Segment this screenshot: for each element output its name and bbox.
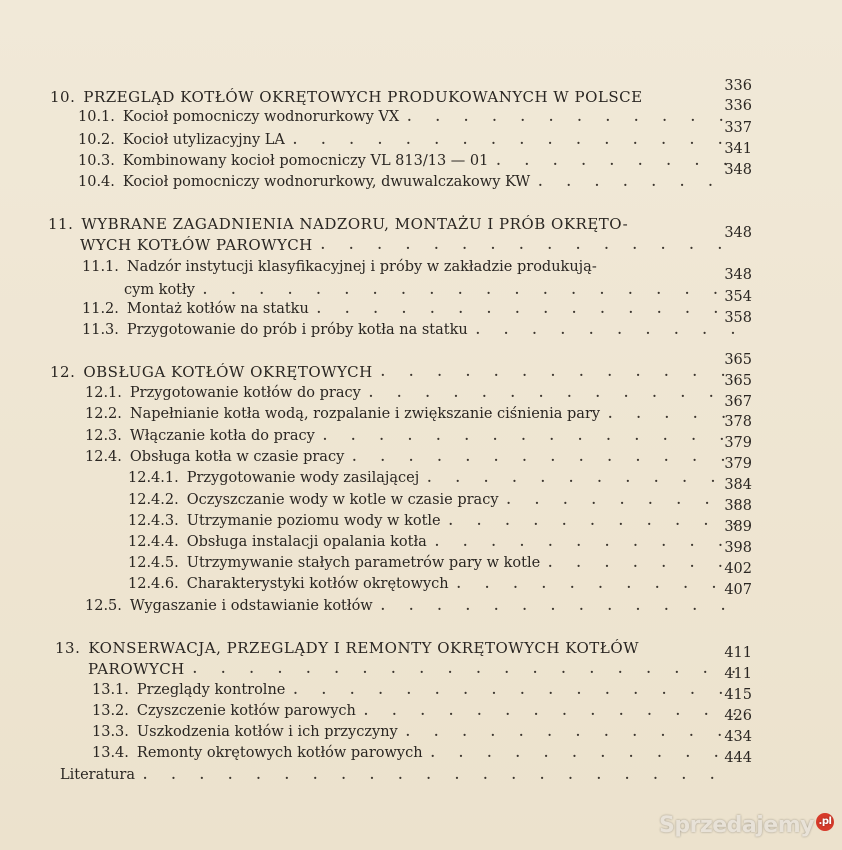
watermark-text: Sprzedajemy [659,813,814,838]
toc-subentry [128,469,742,487]
page-number: 378 [724,414,752,430]
page-number: 358 [724,310,752,326]
entry-title: Kocioł pomocniczy wodnorurkowy, dwuwalczakowy KW [122,174,531,190]
toc-entry [92,744,742,762]
entry-number: 11.3. [82,322,119,338]
page-number: 402 [724,561,752,577]
toc-entry [78,173,742,191]
entry-title: Montaż kotłów na statku [126,301,309,317]
toc-entry [92,723,742,741]
entry-number: 12.2. [85,406,122,422]
entry-title: Charakterystyki kotłów okrętowych [186,576,449,592]
entry-number: 10.1. [78,109,115,125]
entry-number: 12.4.3. [128,513,179,529]
page-number: 389 [724,519,752,535]
entry-number: 12.4.5. [128,555,179,571]
entry-title: Nadzór instytucji klasyfikacyjnej i próby w zakładzie produkują- [126,259,597,275]
chapter-number: 12. [50,363,76,381]
page-number: 379 [724,435,752,451]
page-number: 365 [724,352,752,368]
page-number: 379 [724,456,752,472]
entry-title: Obsługa instalacji opalania kotła [186,534,427,550]
page-number: 336 [724,78,752,94]
page-number: 398 [724,540,752,556]
toc-entry [78,131,742,149]
toc-entry [82,258,712,276]
entry-number: 11.1. [82,259,119,275]
entry-title: Wygaszanie i odstawianie kotłów [129,598,373,614]
entry-title: Czyszczenie kotłów parowych [136,703,356,719]
chapter-12 [50,363,742,381]
chapter-title: OBSŁUGA KOTŁÓW OKRĘTOWYCH [83,363,373,381]
chapter-10 [50,88,702,106]
chapter-number: 11. [48,215,74,233]
entry-number: 12.4.1. [128,470,179,486]
page-number: 337 [724,120,752,136]
entry-title: Kocioł utylizacyjny LA [122,132,285,148]
toc-entry [82,321,742,339]
entry-number: 12.4.4. [128,534,179,550]
toc-subentry [128,554,742,572]
toc-entry [85,384,742,402]
entry-number: 12.4.2. [128,492,179,508]
entry-title: Obsługa kotła w czasie pracy [129,449,345,465]
entry-number: 12.4. [85,449,122,465]
entry-number: 10.3. [78,153,115,169]
page-number: 365 [724,373,752,389]
toc-entry [85,427,742,445]
page-number: 415 [724,687,752,703]
toc-subentry [128,491,742,509]
toc-subentry [128,575,742,593]
page-number: 348 [724,225,752,241]
page-number: 407 [724,582,752,598]
chapter-title: KONSERWACJA, PRZEGLĄDY I REMONTY OKRĘTOWYCH KOTŁÓW [88,639,640,657]
entry-title-line2: cym kotły [124,282,195,298]
toc-entry [85,405,742,423]
chapter-number: 10. [50,88,76,106]
page-number: 434 [724,729,752,745]
entry-title: Utrzymanie poziomu wody w kotle [186,513,441,529]
chapter-title-line2: PAROWYCH [88,660,185,678]
toc-subentry [128,512,742,530]
entry-number: 12.3. [85,428,122,444]
watermark-logo [659,813,834,838]
page-number: 336 [724,98,752,114]
chapter-title-continuation [88,660,742,678]
toc-entry-continuation [124,281,742,299]
entry-title: Przeglądy kontrolne [136,682,286,698]
page-number: 354 [724,289,752,305]
entry-number: 13.2. [92,703,129,719]
page-number: 426 [724,708,752,724]
toc-entry [92,681,742,699]
entry-title: Przygotowanie kotłów do pracy [129,385,361,401]
page-number: 388 [724,498,752,514]
entry-number: 13.3. [92,724,129,740]
chapter-title-line2: WYCH KOTŁÓW PAROWYCH [80,236,313,254]
page-number: 341 [724,141,752,157]
entry-number: 10.2. [78,132,115,148]
entry-title: Kocioł pomocniczy wodnorurkowy VX [122,109,400,125]
page-number: 411 [724,645,752,661]
chapter-title: WYBRANE ZAGADNIENIA NADZORU, MONTAŻU I PRÓB OKRĘTO- [81,215,629,233]
entry-number: 13.4. [92,745,129,761]
entry-title: Przygotowanie do prób i próby kotła na statku [126,322,468,338]
chapter-title: PRZEGLĄD KOTŁÓW OKRĘTOWYCH PRODUKOWANYCH W POLSCE [83,88,643,106]
page-number: 411 [724,666,752,682]
entry-number: 13.1. [92,682,129,698]
entry-title: Kombinowany kocioł pomocniczy VL 813/13 — 01 [122,153,489,169]
page-number: 367 [724,394,752,410]
entry-number: 11.2. [82,301,119,317]
toc-entry [92,702,742,720]
entry-number: 12.5. [85,598,122,614]
toc-entry [78,108,742,126]
literature-title: Literatura [60,767,135,783]
entry-title: Remonty okrętowych kotłów parowych [136,745,423,761]
page-number: 384 [724,477,752,493]
entry-title: Przygotowanie wody zasilającej [186,470,420,486]
toc-subentry [128,533,742,551]
entry-title: Uszkodzenia kotłów i ich przyczyny [136,724,398,740]
chapter-13 [55,639,716,657]
page-number: 348 [724,267,752,283]
entry-number: 10.4. [78,174,115,190]
entry-number: 12.1. [85,385,122,401]
toc-entry [85,448,742,466]
entry-title: Napełnianie kotła wodą, rozpalanie i zwiększanie ciśnienia pary [129,406,601,422]
watermark-badge: .pl [816,813,834,831]
entry-number: 12.4.6. [128,576,179,592]
chapter-number: 13. [55,639,81,657]
toc-entry [82,300,742,318]
entry-title: Oczyszczanie wody w kotle w czasie pracy [186,492,499,508]
page-number: 348 [724,162,752,178]
entry-title: Utrzymywanie stałych parametrów pary w kotle [186,555,541,571]
toc-entry [78,152,742,170]
chapter-11 [48,215,710,233]
page-number: 444 [724,750,752,766]
chapter-title-continuation [80,236,742,254]
toc-literature [60,766,742,784]
entry-title: Włączanie kotła do pracy [129,428,315,444]
toc-entry [85,597,742,615]
